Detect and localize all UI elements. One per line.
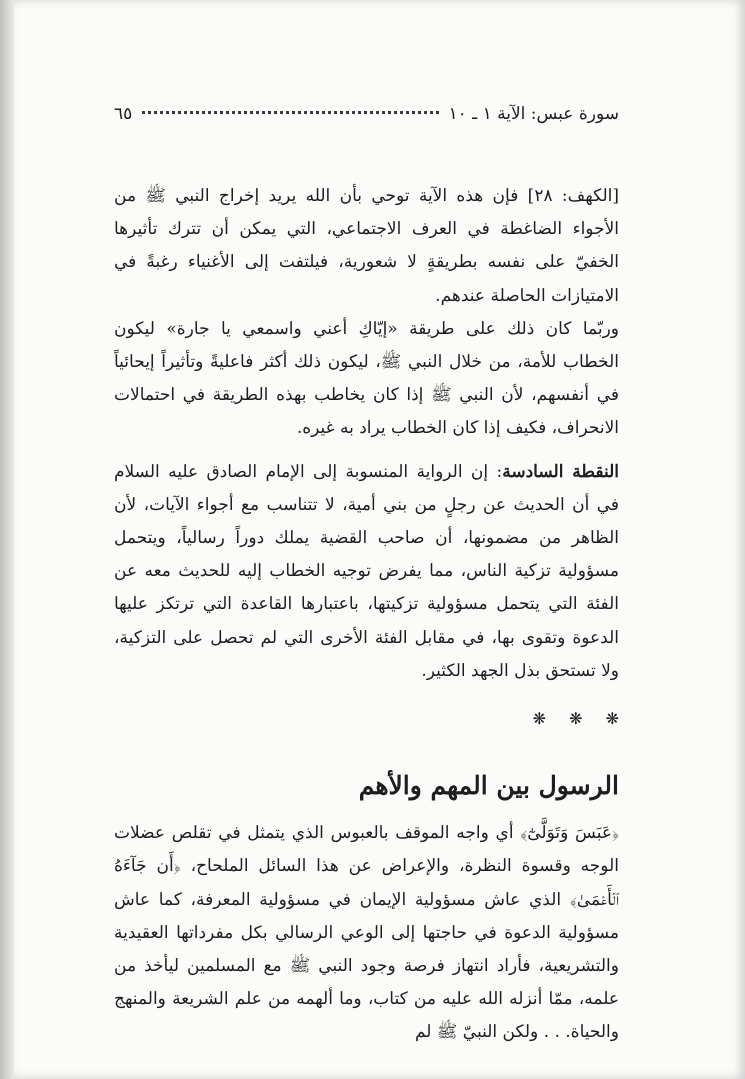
section-text-2: الذي عاش مسؤولية الإيمان في مسؤولية المعرفة، كما عاش مسؤولية الدعوة في حاجتها إلى الوعي الرسالي بكل مفرداتها العقيدية والتشريعية، فأراد انتهاز فرصة وجود النبي ﷺ مع المسلمين ليأخذ من علمه، ممّا أنزله الله عليه من كتاب، وما ألهمه من علم الشريعة والمنهج والحياة. . . ولكن النبيّ ﷺ لم	[114, 889, 619, 1043]
paragraph-1: [الكهف: ٢٨] فإن هذه الآية توحي بأن الله يريد إخراج النبي ﷺ من الأجواء الضاغطة في العرف الاجتماعي، التي يمكن أن تترك تأثيرها الخفيّ على نفسه بطريقةٍ لا شعورية، فيلتفت إلى الأغنياء رغبةً في الامتيازات الحاصلة عندهم.	[114, 186, 619, 306]
page-number: ٦٥	[114, 104, 133, 124]
quran-quote-1: ﴿عَبَسَ وَتَوَلَّىٰٓ﴾	[520, 823, 619, 844]
point-label: النقطة السادسة	[502, 461, 619, 482]
quran-quote-2: ﴿أَن جَآءَهُ ٱلۡأَعۡمَىٰ﴾	[114, 856, 619, 910]
section-text-1: أي واجه الموقف بالعبوس الذي يتمثل في تقلص عضلات الوجه وقسوة النظرة، والإعراض عن هذا السائل الملحاح،	[114, 823, 619, 877]
page-edge	[0, 0, 14, 1079]
section-separator: ❋ ❋ ❋	[532, 709, 619, 729]
running-header	[114, 104, 619, 134]
paragraph-2: وربّما كان ذلك على طريقة «إيّاكِ أعني واسمعي يا جارة» ليكون الخطاب للأمة، من خلال النبي ﷺ، ليكون ذلك أكثر فاعليةً وتأثيراً إيحائياً في أنفسهم، لأن النبي ﷺ إذا كان يخاطب بهذه الطريقة في احتمالات الانحراف، فكيف إذا كان الخطاب يراد به غيره.	[114, 318, 619, 439]
section-heading: الرسول بين المهم والأهم	[358, 771, 619, 801]
paragraph-3-text: : إن الرواية المنسوبة إلى الإمام الصادق عليه السلام في أن الحديث عن رجلٍ من بني أمية، لا تتناسب مع أجواء الآيات، لأن الظاهر من مضمونها، أن صاحب القضية يملك دوراً رسالياً، ويتحمل مسؤولية تزكية الناس، مما يفرض توجيه الخطاب إليه للحديث معه عن الفئة التي يتحمل مسؤولية تزكيتها، باعتبارها القاعدة التي ترتكز عليها الدعوة وتقوى بها، في مقابل الفئة الأخرى التي لم تحصل على التزكية، ولا تستحق بذل الجهد الكثير.	[114, 461, 619, 681]
paragraph-3	[114, 456, 619, 688]
page-body	[114, 180, 619, 1050]
section-paragraph	[114, 817, 619, 1049]
running-title: سورة عبس: الآية ١ ـ ١٠	[448, 104, 619, 124]
header-dot-leader	[142, 111, 438, 114]
